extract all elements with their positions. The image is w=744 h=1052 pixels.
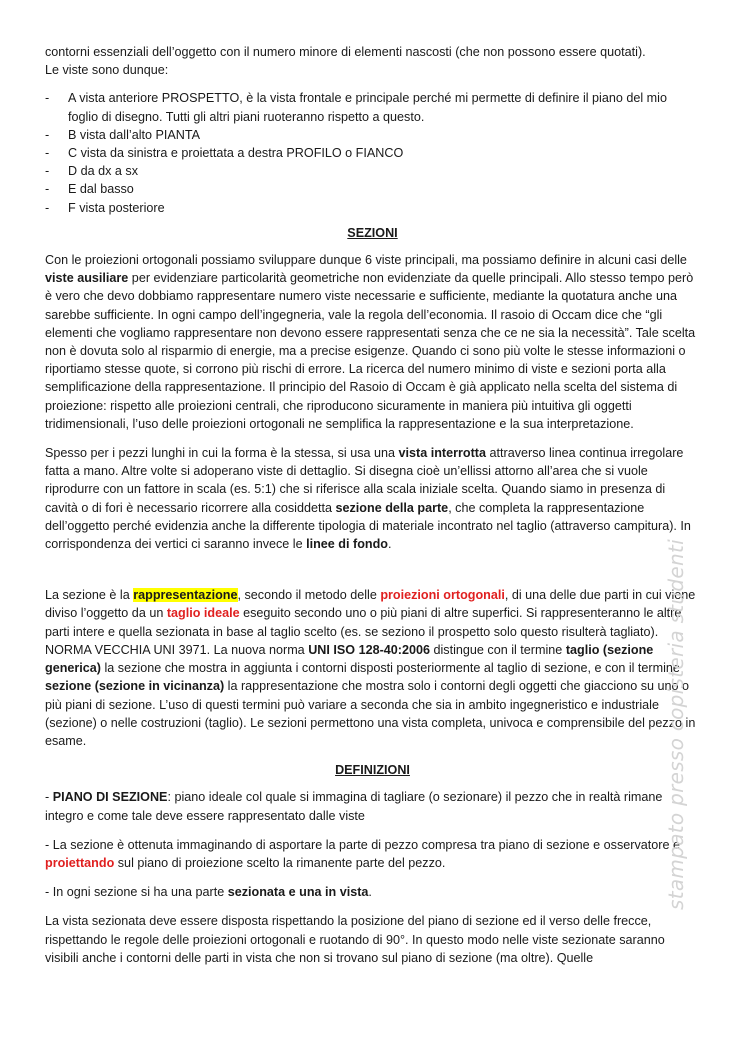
- list-item-text: C vista da sinistra e proiettata a destra PROFILO o FIANCO: [68, 146, 404, 161]
- paragraph-definizioni-last: La vista sezionata deve essere disposta rispettando la posizione del piano di sezione ed il verso delle frecce, rispettando le regole delle proiezioni ortogonali e ruotando di 90°. In questo modo nelle viste sezionate saranno visibili anche i contorni delle parti in vista che non si trovano sul piano di sezione (ma oltre). Quelle: [45, 914, 665, 965]
- list-item: [45, 144, 700, 162]
- text-run: eseguito secondo uno o più piani di altre superfici. Si rappresenteranno le altre parti intere e quella sezionata in base al taglio scelto (es. se seziono il prospetto solo questo risulterà tagliato). NORMA VECCHIA UNI 3971. La nuova norma: [45, 606, 682, 657]
- text-run: La sezione è la: [45, 588, 134, 603]
- list-item: [45, 180, 700, 198]
- views-list: [45, 89, 700, 216]
- text-run: la sezione che mostra in aggiunta i contorni disposti posteriormente al taglio di sezione, e con il termine: [101, 661, 680, 676]
- text-run: distingue con il termine: [430, 642, 566, 657]
- text-run: Con le proiezioni ortogonali possiamo sviluppare dunque 6 viste principali, ma possiamo definire in alcuni casi delle: [45, 253, 687, 268]
- definition-2: [45, 836, 700, 872]
- spacer: [45, 564, 700, 586]
- list-dash: -: [45, 127, 50, 142]
- paragraph-sezioni-1: [45, 251, 700, 433]
- text-run: per evidenziare particolarità geometriche non evidenziate da quelle principali. Allo stesso tempo però è vero che devo dobbiamo rappresentare numero viste necessarie e sufficiente, mediante la quotatura anche una sarebbe sufficiente. In ogni campo dell’ingegneria, vale la regola dell’economia. Il rasoio di Occam dice che “gli elementi che vogliamo rappresentare non devono essere rappresentati senza che ce ne sia la necessità”. Tale scelta non è dovuta solo al risparmio di energie, ma a precise esigenze. Quando ci sono più volte le stesse informazioni o riportiamo stesse quote, si corrono più rischi di errore. La ricerca del numero minimo di viste e sezioni porta alla semplificazione della rappresentazione. Il principio del Rasoio di Occam è già applicato nella scelta del sistema di proiezione: rispetto alle proiezioni centrali, che riproducono sicuramente in maniera più intuitiva gli oggetti tridimensionali, l’uso delle proiezioni ortogonali ne semplifica la rappresentazione e la sua interpretazione.: [45, 271, 696, 431]
- definition-3: [45, 883, 700, 901]
- text-run: : piano ideale col quale si immagina di tagliare (o sezionare) il pezzo che in realtà rimane integro e come tale deve essere rappresentato dalle viste: [45, 790, 663, 823]
- list-dash: -: [45, 182, 50, 197]
- list-item-text: A vista anteriore PROSPETTO, è la vista frontale e principale perché mi permette di definire il piano del mio foglio di disegno. Tutti gli altri piani ruoteranno rispetto a questo.: [68, 91, 667, 124]
- bold-term: linee di fondo: [306, 537, 388, 552]
- text-run: .: [387, 537, 392, 552]
- bold-term: sezione (sezione in vicinanza): [45, 679, 225, 694]
- bold-term: vista interrotta: [398, 446, 486, 461]
- text-run: .: [368, 885, 372, 900]
- section-heading-definizioni: DEFINIZIONI: [335, 763, 410, 778]
- text-run: attraverso linea continua irregolare fatta a mano. Altre volte si adoperano viste di dettaglio. Si disegna cioè un’ellissi attorno all’area che si vuole riprodurre con un fattore in scala (es. 5:1) che si riferisce alla scala iniziale scelta. Quando siamo in presenza di cavità o di fori è necessario ricorrere alla cosiddetta: [45, 446, 684, 515]
- text-run: , secondo il metodo delle: [237, 588, 381, 603]
- list-dash: -: [45, 164, 50, 179]
- list-item-text: B vista dall’alto PIANTA: [68, 127, 201, 142]
- bold-term: viste ausiliare: [45, 271, 129, 286]
- intro-line-2: Le viste sono dunque:: [45, 63, 169, 78]
- bold-term: sezione della parte: [335, 500, 449, 515]
- definition-1: [45, 788, 700, 824]
- text-run: - In ogni sezione si ha una parte: [45, 885, 228, 900]
- paragraph-sezioni-3: [45, 586, 700, 750]
- highlighted-term: rappresentazione: [133, 588, 238, 603]
- paragraph-sezioni-2: [45, 444, 700, 553]
- bold-term: taglio (sezione generica): [45, 642, 654, 676]
- text-run: - La sezione è ottenuta immaginando di asportare la parte di pezzo compresa tra piano di sezione e osservatore e: [45, 837, 680, 852]
- watermark: stampato presso copisteria studenti: [664, 539, 688, 910]
- list-item-text: F vista posteriore: [68, 200, 165, 215]
- bold-term: UNI ISO 128-40:2006: [308, 642, 430, 657]
- list-item: [45, 162, 700, 180]
- bold-term: sezionata e una in vista: [227, 885, 369, 900]
- list-item-text: D da dx a sx: [68, 164, 138, 179]
- red-term: taglio ideale: [166, 606, 240, 621]
- list-item: [45, 126, 700, 144]
- text-run: -: [45, 790, 53, 805]
- text-run: , che completa la rappresentazione dell’oggetto perché evidenzia anche la differente tipologia di materiale incontrato nel taglio (attraverso campitura). In corrispondenza dei vertici ci saranno invece le: [45, 500, 691, 552]
- list-dash: -: [45, 146, 50, 161]
- list-item: [45, 199, 700, 217]
- section-heading-sezioni: SEZIONI: [347, 225, 398, 240]
- red-term: proiettando: [45, 855, 115, 870]
- document-page: [45, 43, 700, 967]
- list-item: [45, 89, 700, 125]
- list-item-text: E dal basso: [68, 182, 134, 197]
- text-run: Spesso per i pezzi lunghi in cui la forma è la stessa, si usa una: [45, 446, 399, 461]
- bold-term: PIANO DI SEZIONE: [52, 790, 168, 805]
- text-run: , di una delle due parti in cui viene diviso l’oggetto da un: [45, 588, 696, 621]
- text-run: la rappresentazione che mostra solo i contorni degli oggetti che giacciono su uno o più piani di sezione. L’uso di questi termini può variare a seconda che sia in ambito ingegneristico e industriale (sezione) o nelle costruzioni (taglio). Le sezioni permettono una vista completa, univoca e comprensibile del pezzo in esame.: [45, 679, 696, 748]
- text-run: sul piano di proiezione scelto la rimanente parte del pezzo.: [114, 855, 446, 870]
- intro-line-1: contorni essenziali dell’oggetto con il numero minore di elementi nascosti (che non possono essere quotati).: [45, 45, 646, 59]
- list-dash: -: [45, 200, 50, 215]
- red-term: proiezioni ortogonali: [380, 588, 505, 603]
- list-dash: -: [45, 91, 50, 106]
